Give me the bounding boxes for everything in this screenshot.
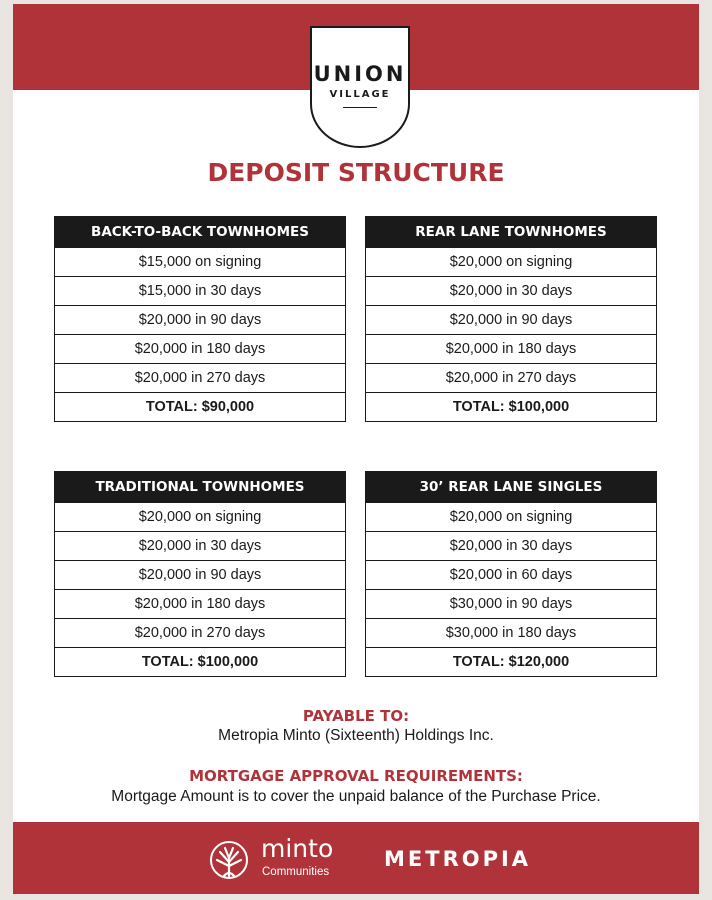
payable-heading: PAYABLE TO: — [302, 707, 410, 725]
deposit-item: $20,000 on signing — [366, 248, 657, 277]
deposit-item: $20,000 in 30 days — [366, 277, 657, 306]
table-header: BACK-TO-BACK TOWNHOMES — [55, 217, 346, 248]
table-row — [55, 503, 346, 532]
brochure-page — [13, 4, 699, 894]
deposit-total: TOTAL: $90,000 — [55, 393, 346, 422]
deposit-item: $20,000 in 60 days — [366, 561, 657, 590]
minto-wordmark: minto — [261, 834, 334, 863]
minto-subtitle: Communities — [262, 866, 330, 878]
deposit-item: $15,000 on signing — [55, 248, 346, 277]
deposit-item: $20,000 in 30 days — [55, 532, 346, 561]
logo-line-village: VILLAGE — [329, 89, 391, 100]
table-row — [55, 532, 346, 561]
deposit-table-rear-lane-townhomes — [365, 216, 657, 422]
table-header: TRADITIONAL TOWNHOMES — [55, 472, 346, 503]
deposit-item: $20,000 in 180 days — [366, 335, 657, 364]
table-row — [366, 306, 657, 335]
table-row — [366, 248, 657, 277]
table-header: 30’ REAR LANE SINGLES — [366, 472, 657, 503]
mortgage-text: Mortgage Amount is to cover the unpaid balance of the Purchase Price. — [111, 788, 601, 805]
logo-divider — [343, 107, 377, 108]
deposit-total: TOTAL: $120,000 — [366, 648, 657, 677]
deposit-table-rear-lane-singles — [365, 471, 657, 677]
deposit-item: $20,000 in 90 days — [366, 306, 657, 335]
deposit-item: $30,000 in 180 days — [366, 619, 657, 648]
table-header: REAR LANE TOWNHOMES — [366, 217, 657, 248]
deposit-item: $20,000 in 90 days — [55, 561, 346, 590]
metropia-logo: METROPIA — [384, 847, 532, 871]
logo-line-union: UNION — [313, 62, 407, 86]
deposit-item: $20,000 in 180 days — [55, 335, 346, 364]
deposit-total: TOTAL: $100,000 — [366, 393, 657, 422]
deposit-total: TOTAL: $100,000 — [55, 648, 346, 677]
union-village-logo — [310, 26, 410, 148]
table-row — [55, 590, 346, 619]
table-row — [366, 335, 657, 364]
deposit-item: $20,000 in 180 days — [55, 590, 346, 619]
deposit-item: $20,000 on signing — [366, 503, 657, 532]
table-row — [55, 335, 346, 364]
mortgage-heading: MORTGAGE APPROVAL REQUIREMENTS: — [189, 767, 523, 785]
table-row — [366, 503, 657, 532]
bottom-red-band — [13, 822, 699, 894]
table-row — [366, 590, 657, 619]
table-row — [366, 561, 657, 590]
page-title: DEPOSIT STRUCTURE — [207, 158, 505, 187]
table-row — [366, 648, 657, 677]
table-row — [366, 277, 657, 306]
deposit-item: $20,000 in 270 days — [55, 364, 346, 393]
deposit-table-back-to-back — [54, 216, 346, 422]
table-row — [55, 648, 346, 677]
tree-icon — [208, 840, 250, 880]
table-row — [55, 248, 346, 277]
table-row — [366, 619, 657, 648]
payable-text: Metropia Minto (Sixteenth) Holdings Inc. — [218, 727, 494, 744]
deposit-item: $20,000 in 270 days — [366, 364, 657, 393]
deposit-item: $30,000 in 90 days — [366, 590, 657, 619]
deposit-item: $20,000 in 90 days — [55, 306, 346, 335]
deposit-item: $20,000 on signing — [55, 503, 346, 532]
table-row — [366, 532, 657, 561]
table-row — [55, 364, 346, 393]
table-row — [55, 306, 346, 335]
table-row — [366, 393, 657, 422]
table-row — [55, 561, 346, 590]
deposit-table-traditional-townhomes — [54, 471, 346, 677]
deposit-item: $20,000 in 270 days — [55, 619, 346, 648]
deposit-item: $20,000 in 30 days — [366, 532, 657, 561]
table-row — [55, 277, 346, 306]
table-row — [55, 619, 346, 648]
table-row — [366, 364, 657, 393]
deposit-item: $15,000 in 30 days — [55, 277, 346, 306]
table-row — [55, 393, 346, 422]
